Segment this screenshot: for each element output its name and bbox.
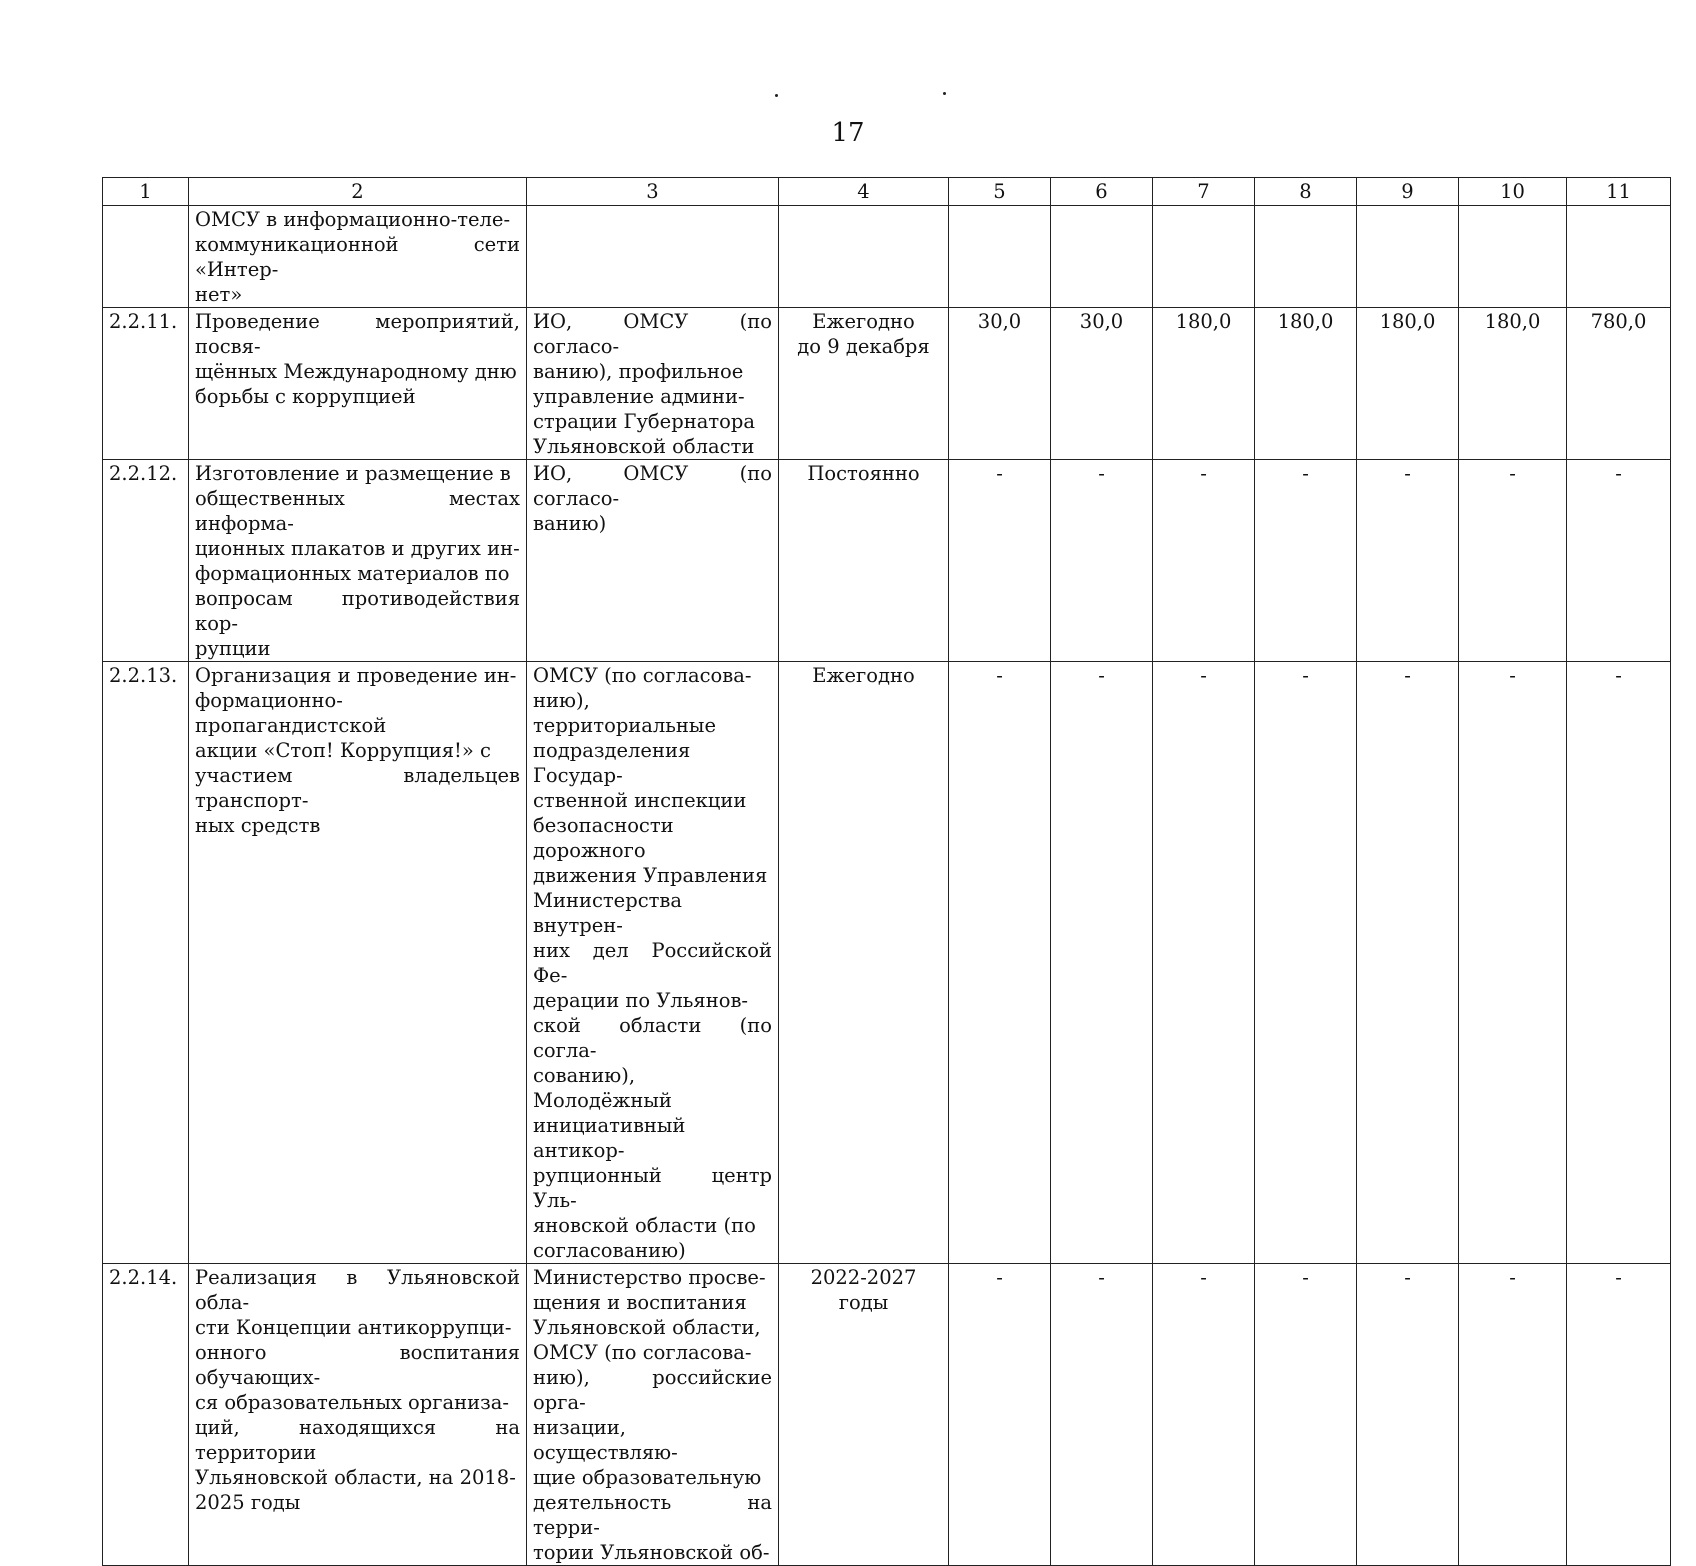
column-number: 10 xyxy=(1459,178,1567,206)
deadline-line: до 9 декабря xyxy=(797,335,930,358)
executors xyxy=(527,460,779,662)
executor-line: Министерство просве- xyxy=(533,1266,766,1289)
activity-line: онного воспитания обучающих- xyxy=(195,1341,520,1389)
funding-amount: - xyxy=(1255,1264,1357,1566)
executor-line: ОМСУ (по согласова- xyxy=(533,1341,752,1364)
deadline xyxy=(779,1264,949,1566)
executor-line: движения Управления xyxy=(533,864,768,887)
executor-line: Ульяновской области xyxy=(533,435,755,458)
activity-line: общественных местах информа- xyxy=(195,487,520,535)
funding-amount: - xyxy=(1567,1264,1671,1566)
executor-line: безопасности дорожного xyxy=(533,814,674,862)
activity-line: щённых Международному дню xyxy=(195,360,517,383)
executor-line: нию), российские орга- xyxy=(533,1366,772,1414)
column-number: 9 xyxy=(1357,178,1459,206)
deadline xyxy=(779,308,949,460)
executor-line: ванию) xyxy=(533,512,607,535)
activity-line: ционных плакатов и других ин- xyxy=(195,537,520,560)
activity-line: борьбы с коррупцией xyxy=(195,385,416,408)
executors xyxy=(527,308,779,460)
executor-line: подразделения Государ- xyxy=(533,739,691,787)
funding-amount xyxy=(1255,206,1357,308)
funding-amount: - xyxy=(1459,1264,1567,1566)
funding-amount: - xyxy=(1153,662,1255,1264)
item-number xyxy=(103,206,189,308)
scan-speck xyxy=(775,94,778,97)
table-row xyxy=(103,460,1671,662)
column-number: 4 xyxy=(779,178,949,206)
funding-amount: - xyxy=(1051,662,1153,1264)
funding-amount: - xyxy=(949,1264,1051,1566)
column-number: 2 xyxy=(189,178,527,206)
item-number: 2.2.13. xyxy=(103,662,189,1264)
deadline xyxy=(779,662,949,1264)
deadline-line: Ежегодно xyxy=(812,664,915,687)
activity-line: формационно-пропагандистской xyxy=(195,689,387,737)
funding-amount: - xyxy=(1051,1264,1153,1566)
executor-line: них дел Российской Фе- xyxy=(533,939,772,987)
funding-amount: - xyxy=(1255,662,1357,1264)
column-number-row xyxy=(103,178,1671,206)
executor-line: Ульяновской области, xyxy=(533,1316,761,1339)
funding-amount: - xyxy=(1459,662,1567,1264)
activity-line: ся образовательных организа- xyxy=(195,1391,509,1414)
executor-line: ственной инспекции xyxy=(533,789,747,812)
funding-amount: - xyxy=(949,662,1051,1264)
column-number: 8 xyxy=(1255,178,1357,206)
executor-line: дерации по Ульянов- xyxy=(533,989,749,1012)
funding-amount: 780,0 xyxy=(1567,308,1671,460)
funding-amount xyxy=(1357,206,1459,308)
column-number: 3 xyxy=(527,178,779,206)
funding-amount: 30,0 xyxy=(949,308,1051,460)
executor-line: ОМСУ (по согласова- xyxy=(533,664,752,687)
funding-amount: - xyxy=(1153,460,1255,662)
activity-description xyxy=(189,308,527,460)
executor-line: согласованию) xyxy=(533,1239,686,1262)
deadline-line: 2022-2027 годы xyxy=(810,1266,917,1314)
activity-table xyxy=(102,177,1671,1566)
activity-line: коммуникационной сети «Интер- xyxy=(195,233,520,281)
executor-line: сованию), Молодёжный xyxy=(533,1064,672,1112)
deadline xyxy=(779,206,949,308)
executor-line: тории Ульяновской об- xyxy=(533,1541,770,1564)
funding-amount: - xyxy=(1567,460,1671,662)
activity-line: Реализация в Ульяновской обла- xyxy=(195,1266,520,1314)
page-number: 17 xyxy=(831,118,865,148)
item-number: 2.2.12. xyxy=(103,460,189,662)
executor-line: управление админи- xyxy=(533,385,745,408)
activity-line: нет» xyxy=(195,283,243,306)
activity-line: Изготовление и размещение в xyxy=(195,462,511,485)
activity-line: формационных материалов по xyxy=(195,562,510,585)
executor-line: ской области (по согла- xyxy=(533,1014,772,1062)
funding-amount: - xyxy=(1153,1264,1255,1566)
funding-amount: - xyxy=(1459,460,1567,662)
funding-amount: - xyxy=(1051,460,1153,662)
executor-line: щения и воспитания xyxy=(533,1291,747,1314)
executor-line: яновской области (по xyxy=(533,1214,756,1237)
table-row xyxy=(103,1264,1671,1566)
column-number: 5 xyxy=(949,178,1051,206)
executor-line: низации, осуществляю- xyxy=(533,1416,678,1464)
funding-amount: 180,0 xyxy=(1357,308,1459,460)
funding-amount xyxy=(1153,206,1255,308)
activity-line: ных средств xyxy=(195,814,321,837)
executors xyxy=(527,662,779,1264)
table-row xyxy=(103,662,1671,1264)
executor-line: страции Губернатора xyxy=(533,410,755,433)
executor-line: деятельность на терри- xyxy=(533,1491,772,1539)
column-number: 11 xyxy=(1567,178,1671,206)
executors xyxy=(527,1264,779,1566)
funding-amount: - xyxy=(1357,460,1459,662)
funding-amount: - xyxy=(1567,662,1671,1264)
executor-line: щие образовательную xyxy=(533,1466,762,1489)
activity-line: вопросам противодействия кор- xyxy=(195,587,520,635)
funding-amount: - xyxy=(1255,460,1357,662)
funding-amount xyxy=(1459,206,1567,308)
executor-line: ванию), профильное xyxy=(533,360,744,383)
activity-description xyxy=(189,1264,527,1566)
activity-line: рупции xyxy=(195,637,271,660)
executor-line: ИО, ОМСУ (по согласо- xyxy=(533,310,772,358)
funding-amount: - xyxy=(1357,662,1459,1264)
item-number: 2.2.11. xyxy=(103,308,189,460)
deadline xyxy=(779,460,949,662)
activity-line: сти Концепции антикоррупци- xyxy=(195,1316,512,1339)
column-number: 1 xyxy=(103,178,189,206)
funding-amount: - xyxy=(1357,1264,1459,1566)
executor-line: инициативный антикор- xyxy=(533,1114,686,1162)
activity-line: ций, находящихся на территории xyxy=(195,1416,520,1464)
activity-description xyxy=(189,662,527,1264)
funding-amount: 180,0 xyxy=(1153,308,1255,460)
column-number: 6 xyxy=(1051,178,1153,206)
activity-line: участием владельцев транспорт- xyxy=(195,764,520,812)
activity-description xyxy=(189,460,527,662)
scan-speck xyxy=(943,92,946,95)
activity-line: акции «Стоп! Коррупция!» с xyxy=(195,739,491,762)
activity-line: Проведение мероприятий, посвя- xyxy=(195,310,520,358)
executor-line: ИО, ОМСУ (по согласо- xyxy=(533,462,772,510)
activity-line: 2025 годы xyxy=(195,1491,301,1514)
activity-line: Организация и проведение ин- xyxy=(195,664,517,687)
deadline-line: Ежегодно xyxy=(812,310,915,333)
activity-line: ОМСУ в информационно-теле- xyxy=(195,208,511,231)
funding-amount: 180,0 xyxy=(1255,308,1357,460)
deadline-line: Постоянно xyxy=(807,462,920,485)
funding-amount xyxy=(1567,206,1671,308)
column-number: 7 xyxy=(1153,178,1255,206)
table-row xyxy=(103,308,1671,460)
executor-line: нию), территориальные xyxy=(533,689,716,737)
funding-amount: - xyxy=(949,460,1051,662)
activity-description xyxy=(189,206,527,308)
activity-line: Ульяновской области, на 2018- xyxy=(195,1466,516,1489)
item-number: 2.2.14. xyxy=(103,1264,189,1566)
executor-line: рупционный центр Уль- xyxy=(533,1164,772,1212)
funding-amount: 180,0 xyxy=(1459,308,1567,460)
funding-amount xyxy=(1051,206,1153,308)
funding-amount: 30,0 xyxy=(1051,308,1153,460)
table-row xyxy=(103,206,1671,308)
executor-line: Министерства внутрен- xyxy=(533,889,683,937)
executors xyxy=(527,206,779,308)
funding-amount xyxy=(949,206,1051,308)
